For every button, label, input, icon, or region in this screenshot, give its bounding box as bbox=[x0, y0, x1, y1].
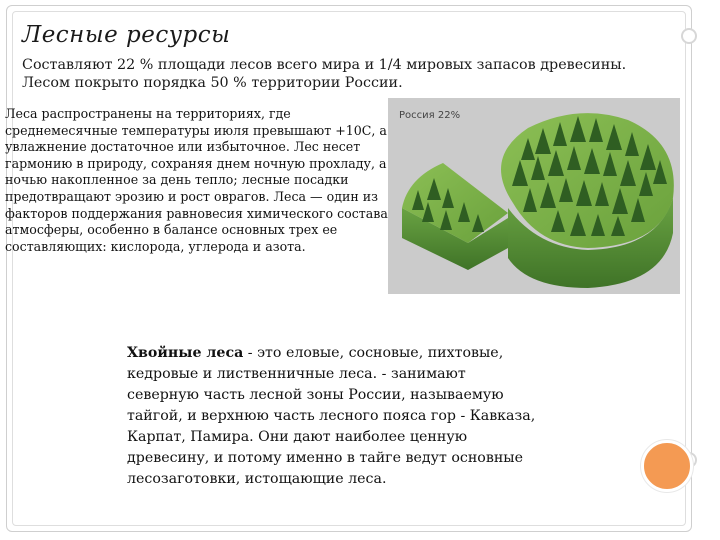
decor-ring-top bbox=[681, 28, 697, 44]
figure-label-russia: Россия 22% bbox=[399, 110, 461, 121]
conifer-forests-paragraph bbox=[127, 343, 537, 490]
intro-paragraph: Составляют 22 % площади лесов всего мира и 1/4 мировых запасов древесины. Лесом покрыто порядка 50 % территории России. bbox=[22, 57, 627, 91]
forest-pie-illustration bbox=[388, 98, 680, 294]
decor-orange-circle bbox=[641, 440, 693, 492]
conifer-text: - это еловые, сосновые, пихтовые, кедровые и лиственничные леса. - занимают северную часть лесной зоны России, называемую тайгой, и верхнюю часть лесного пояса гор - Кавказа, Карпат, Памира. Они дают наиболее ценную древесину, и потому именно в тайге ведут основные лесозаготовки, истощающие леса. bbox=[127, 345, 536, 487]
slide-title: Лесные ресурсы bbox=[22, 22, 231, 48]
forest-share-figure bbox=[388, 98, 680, 294]
conifer-term: Хвойные леса bbox=[127, 345, 244, 361]
forest-description: Леса распространены на территориях, где среднемесячные температуры июля превышают +10С, а увлажнение достаточное или избыточное. Лес несет гармонию в природу, сохраняя днем ночную прохладу, а ночью накопленное за день тепло; лесные посадки предотвращают эрозию и рост оврагов. Леса — один из факторов поддержания равновесия химического состава атмосферы, особенно в балансе основных трех ее составляющих: кислорода, углерода и азота. bbox=[5, 106, 388, 254]
